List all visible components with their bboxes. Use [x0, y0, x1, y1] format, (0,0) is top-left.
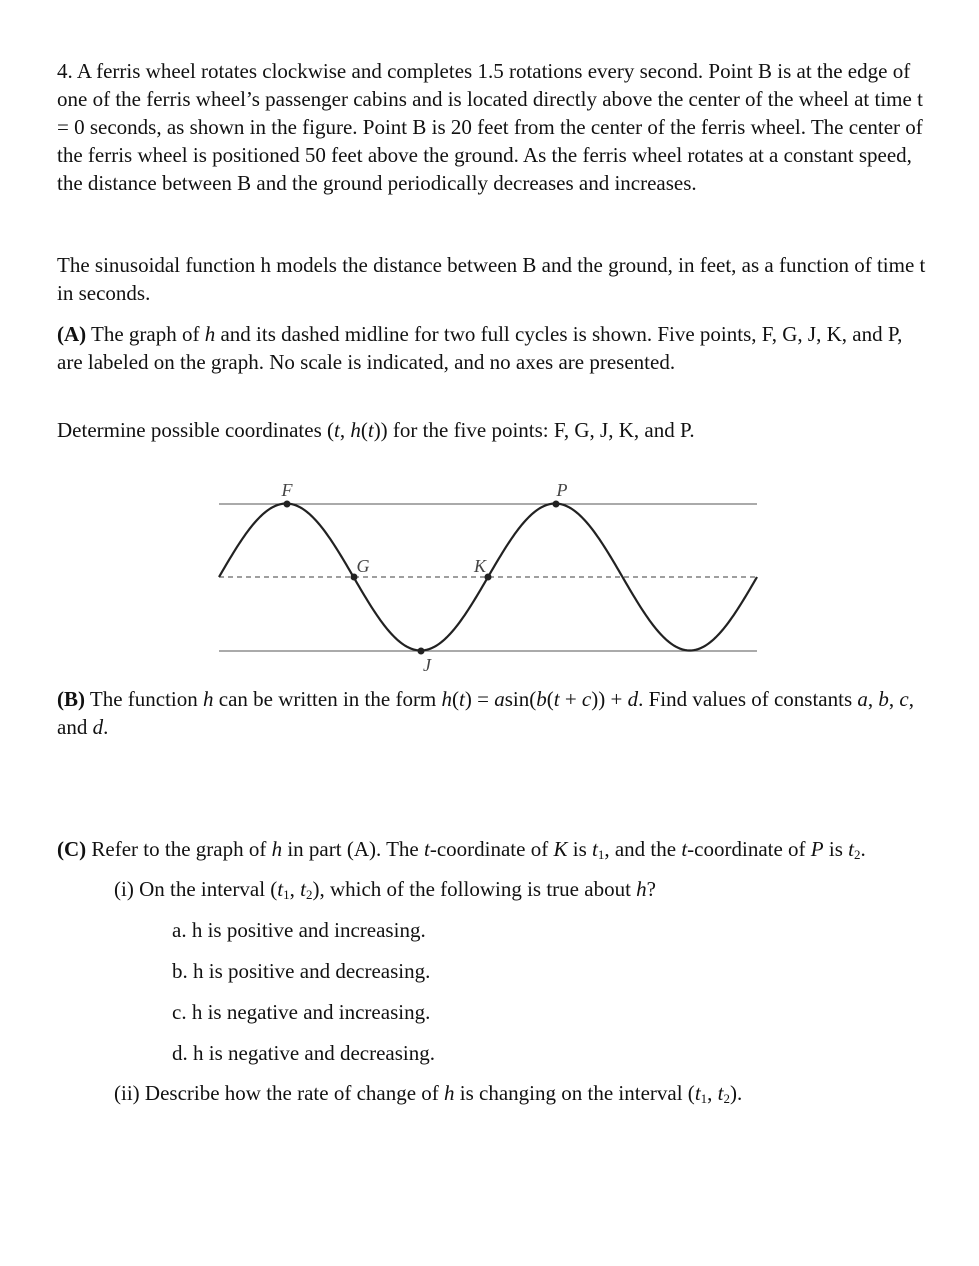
label-p: P: [556, 480, 568, 500]
option-d: d. h is negative and decreasing.: [172, 1041, 435, 1065]
option-c: c. h is negative and increasing.: [172, 1000, 431, 1024]
part-a-determine: Determine possible coordinates (t, h(t)) for the five points: F, G, J, K, and P.: [57, 418, 695, 442]
part-c: [57, 835, 937, 1107]
problem-page: [57, 57, 927, 1106]
option-a: a. h is positive and increasing.: [172, 918, 426, 942]
point-j: [418, 648, 425, 655]
part-c-i-question: (i) On the interval ($t_1$, $t_2$), which of the following is true about h?: [114, 877, 656, 902]
part-a-label: (A): [57, 322, 87, 346]
sinusoid-svg: [205, 480, 775, 680]
point-f: [284, 501, 291, 508]
sinusoid-description: The sinusoidal function h models the distance between B and the ground, in feet, as a function of time t in seconds.: [57, 253, 926, 305]
part-a-text: (A) The graph of h and its dashed midline for two full cycles is shown. Five points, F, G, J, K, and P, are labeled on the graph. No scale is indicated, and no axes are presented.: [57, 322, 903, 374]
part-c-text: (C) Refer to the graph of h in part (A). The t-coordinate of K is $t_1$, and the t-coordinate of P is $t_2$.: [57, 837, 866, 862]
label-j: J: [423, 655, 431, 675]
point-p: [553, 501, 560, 508]
label-g: G: [356, 556, 370, 576]
part-c-label: (C): [57, 837, 87, 861]
problem-intro: 4. A ferris wheel rotates clockwise and completes 1.5 rotations every second. Point B is at the edge of one of the ferris wheel’s passenger cabins and is located directly above the center of the wheel at time t = 0 seconds, as shown in the figure. Point B is 20 feet from the center of the ferris wheel. The center of the ferris wheel is positioned 50 feet above the ground. As the ferris wheel rotates at a constant speed, the distance between B and the ground periodically decreases and increases.: [57, 59, 923, 195]
sinusoid-graph: [205, 480, 775, 680]
part-b-label: (B): [57, 687, 85, 711]
part-b-text: (B) The function h can be written in the form h(t) = asin(b(t + c)) + d. Find values of constants a, b, c, and d.: [57, 687, 914, 739]
label-k: K: [473, 556, 487, 576]
part-c-ii-question: (ii) Describe how the rate of change of h is changing on the interval ($t_1$, $t_2$).: [114, 1081, 743, 1106]
label-f: F: [281, 480, 293, 500]
option-b: b. h is positive and decreasing.: [172, 959, 431, 983]
